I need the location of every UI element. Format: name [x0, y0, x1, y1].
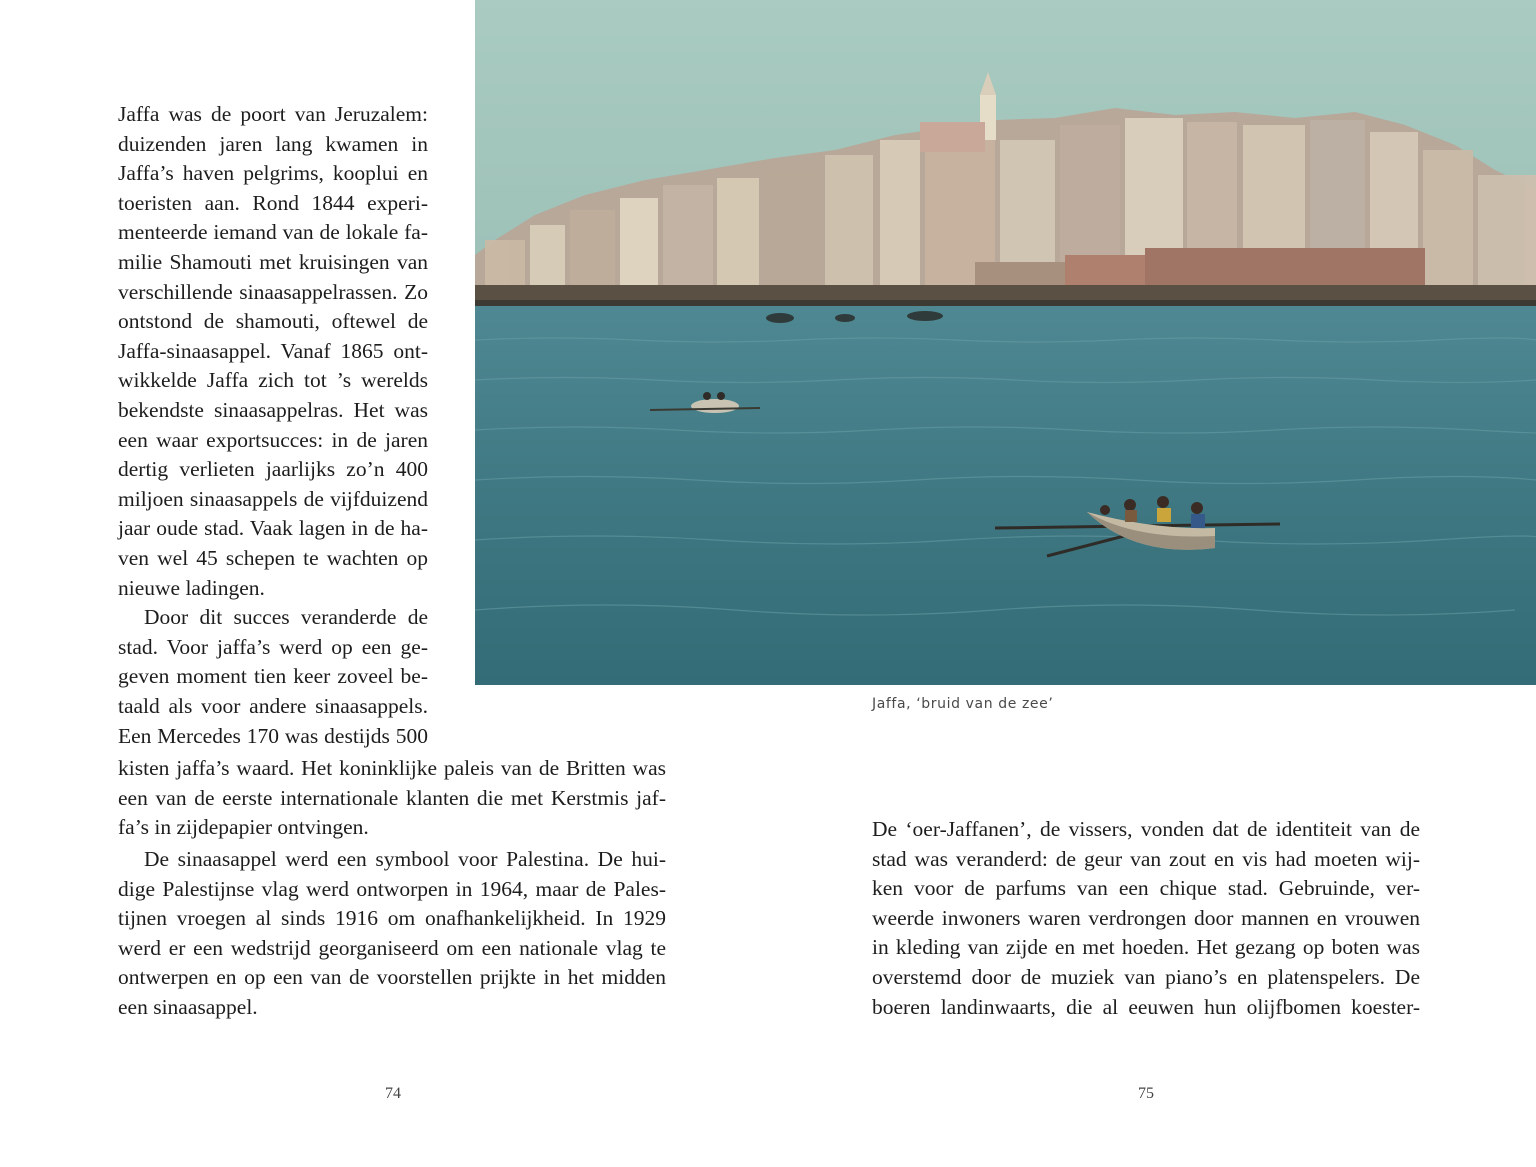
- text-line: geven moment tien keer zoveel be-: [118, 664, 428, 689]
- text-line: stad. Voor jaffa’s werd op een ge-: [118, 634, 428, 659]
- text-line: verschillende sinaasappelrassen. Zo: [118, 279, 428, 304]
- text-line: Jaffa was de poort van Jeruzalem:: [118, 102, 428, 126]
- text-line: duizenden jaren lang kwamen in: [118, 131, 428, 156]
- text-line: Een Mercedes 170 was destijds 500: [118, 723, 428, 748]
- text-line: tijnen vroegen al sinds 1916 om onafhankelijkheid. In 1929: [118, 906, 666, 931]
- text-line: milie Shamouti met kruisingen van: [118, 250, 428, 274]
- text-line: ven wel 45 schepen te wachten op: [118, 546, 428, 570]
- text-line: De ‘oer-Jaffanen’, de vissers, vonden dat de identiteit van de: [872, 817, 1420, 841]
- text-line: stad was veranderd: de geur van zout en vis had moeten wij-: [872, 846, 1420, 871]
- text-line: De sinaasappel werd een symbool voor Palestina. De hui-: [144, 847, 666, 871]
- text-line: een van de eerste internationale klanten die met Kerstmis jaf-: [118, 785, 666, 810]
- text-line: werd er een wedstrijd georganiseerd om een nationale vlag te: [118, 935, 666, 960]
- text-line: fa’s in zijdepapier ontvingen.: [118, 815, 369, 840]
- text-line: bekendste sinaasappelras. Het was: [118, 398, 428, 422]
- text-line: menteerde iemand van de lokale fa-: [118, 220, 428, 245]
- text-line: overstemd door de muziek van piano’s en platenspelers. De: [872, 965, 1420, 989]
- text-line: weerde inwoners waren verdrongen door mannen en vrouwen: [872, 905, 1420, 930]
- text-line: wikkelde Jaffa zich tot ’s werelds: [118, 368, 428, 393]
- text-line: kisten jaffa’s waard. Het koninklijke paleis van de Britten was: [118, 756, 666, 780]
- text-line: Jaffa’s haven pelgrims, kooplui en: [118, 161, 428, 186]
- text-line: taald als voor andere sinaasappels.: [118, 694, 428, 718]
- text-line: een waar exportsucces: in de jaren: [118, 427, 428, 452]
- text-line: toeristen aan. Rond 1844 experi-: [118, 190, 428, 215]
- text-line: een sinaasappel.: [118, 995, 258, 1019]
- text-line: ken voor de parfums van een chique stad. Gebruinde, ver-: [872, 876, 1420, 901]
- text-line: ontwerpen en op een van de voorstellen prijkte in het midden: [118, 965, 666, 990]
- text-line: nieuwe ladingen.: [118, 575, 265, 600]
- page-number-right: 75: [1138, 1085, 1154, 1102]
- text-line: Door dit succes veranderde de: [144, 605, 428, 630]
- jaffa-harbour-photo: [475, 0, 1536, 685]
- photo-caption: Jaffa, ‘bruid van de zee’: [872, 696, 1054, 712]
- text-line: boeren landinwaarts, die al eeuwen hun olijfbomen koester-: [872, 994, 1420, 1019]
- text-line: ontstond de shamouti, oftewel de: [118, 309, 428, 334]
- text-line: Jaffa-sinaasappel. Vanaf 1865 ont-: [118, 338, 428, 363]
- text-line: dertig verlieten jaarlijks zo’n 400: [118, 457, 428, 482]
- text-line: jaar oude stad. Vaak lagen in de ha-: [118, 516, 428, 541]
- text-line: miljoen sinaasappels de vijfduizend: [118, 486, 428, 511]
- text-line: in kleding van zijde en met hoeden. Het gezang op boten was: [872, 935, 1420, 960]
- page-number-left: 74: [385, 1085, 401, 1102]
- text-line: dige Palestijnse vlag werd ontworpen in 1964, maar de Pales-: [118, 876, 666, 901]
